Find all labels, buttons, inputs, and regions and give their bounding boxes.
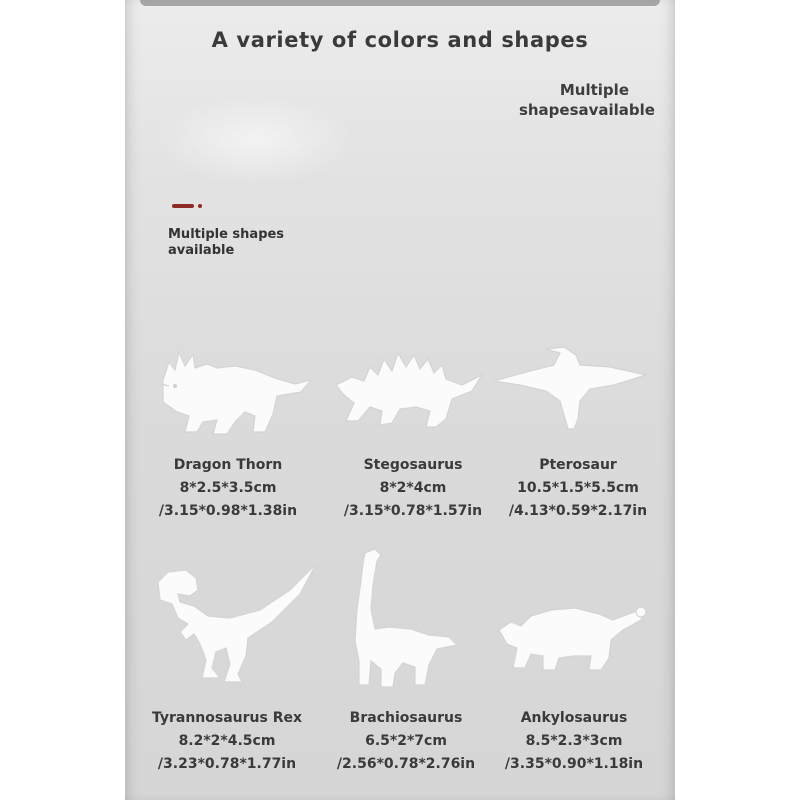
- dino-size-in: /4.13*0.59*2.17in: [508, 503, 648, 519]
- side-note-line-1: Multiple shapes: [168, 227, 285, 242]
- accent-mark: [172, 204, 204, 208]
- dino-size-cm: 10.5*1.5*5.5cm: [517, 480, 639, 496]
- side-note-line-2: available: [168, 243, 235, 258]
- stegosaurus-figure: [330, 345, 490, 435]
- pterosaur-figure: [490, 345, 650, 435]
- dino-size-in: /2.56*0.78*2.76in: [336, 756, 476, 772]
- accent-dot: [198, 204, 202, 208]
- top-shadow-bar: [140, 0, 660, 6]
- background-glow: [155, 95, 355, 185]
- accent-bar: [172, 204, 194, 208]
- dino-size-in: /3.15*0.78*1.57in: [343, 503, 483, 519]
- dino-name: Brachiosaurus: [349, 710, 463, 726]
- dino-size-cm: 8.5*2.3*3cm: [525, 733, 623, 749]
- side-note: [168, 227, 308, 259]
- dino-size-in: /3.23*0.78*1.77in: [157, 756, 297, 772]
- dino-name: Pterosaur: [539, 457, 617, 473]
- ankylosaurus-figure: [495, 600, 650, 675]
- brachiosaurus-figure: [345, 545, 460, 695]
- dino-size-cm: 8*2*4cm: [379, 480, 447, 496]
- dino-name: Dragon Thorn: [173, 457, 283, 473]
- dino-name: Stegosaurus: [363, 457, 463, 473]
- tagline-line-1: Multiple: [559, 81, 629, 99]
- triceratops-figure: [155, 340, 315, 440]
- tagline: [495, 80, 655, 120]
- dino-size-cm: 8*2.5*3.5cm: [179, 480, 277, 496]
- dino-size-in: /3.35*0.90*1.18in: [504, 756, 644, 772]
- dino-size-cm: 6.5*2*7cm: [365, 733, 447, 749]
- dino-caption-3: [127, 707, 327, 776]
- tagline-line-2: shapesavailable: [518, 101, 655, 119]
- dino-size-cm: 8.2*2*4.5cm: [178, 733, 276, 749]
- dino-size-in: /3.15*0.98*1.38in: [158, 503, 298, 519]
- dino-caption-0: [128, 454, 328, 523]
- dino-caption-2: [478, 454, 678, 523]
- dino-caption-5: [474, 707, 674, 776]
- page-title: A variety of colors and shapes: [211, 28, 589, 52]
- t-rex-figure: [150, 560, 325, 690]
- dino-name: Ankylosaurus: [520, 710, 628, 726]
- dino-name: Tyrannosaurus Rex: [151, 710, 303, 726]
